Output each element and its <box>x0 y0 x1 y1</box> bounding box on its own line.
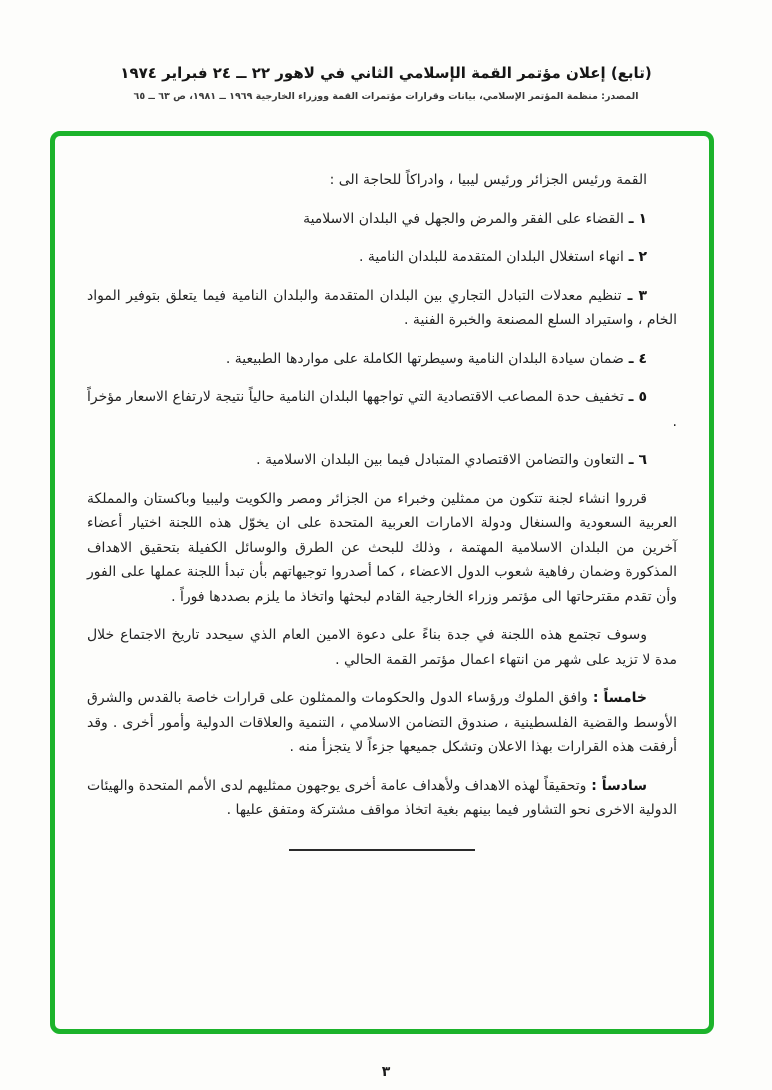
paragraph-item-2 <box>87 245 677 270</box>
paragraph-text: القضاء على الفقر والمرض والجهل في البلدان الاسلامية <box>303 210 624 227</box>
paragraph-number: ١ ـ <box>623 210 647 227</box>
paragraph-committee <box>87 487 677 610</box>
paragraph-text: تنظيم معدلات التبادل التجاري بين البلدان المتقدمة والبلدان النامية فيما يتعلق بتوفير المواد الخام ، واستيراد السلع المصنعة والخبرة الفنية . <box>87 287 677 328</box>
paragraph-text: قرروا انشاء لجنة تتكون من ممثلين وخبراء من الجزائر ومصر والكويت وليبيا وباكستان والمملكة العربية السعودية والسنغال ودولة الامارات العربية المتحدة على ان يخوّل هذه اللجنة اختيار أعضاء آخرين من البلدان الاسلامية المهتمة ، وذلك للبحث عن الطرق والوسائل الكفيلة بتحقيق الاهداف المذكورة وضمان رفاهية شعوب الدول الاعضاء ، كما أصدروا توجيهاتهم بأن تبدأ اللجنة عملها على الفور وأن تقدم مقترحاتها الى مؤتمر وزراء الخارجية القادم لبحثها واتخاذ ما يلزم بصددها فوراً . <box>87 490 677 605</box>
document-header <box>0 64 772 102</box>
paragraph-text: القمة ورئيس الجزائر ورئيس ليبيا ، وادراكاً للحاجة الى : <box>329 172 647 188</box>
document-title: (تابع) إعلان مؤتمر القمة الإسلامي الثاني في لاهور ٢٢ ــ ٢٤ فبراير ١٩٧٤ <box>120 64 652 82</box>
page-number: ٣ <box>381 1064 391 1080</box>
paragraph-text: وتحقيقاً لهذه الاهداف ولأهداف عامة أخرى يوجهون ممثليهم لدى الأمم المتحدة والهيئات الدولية الاخرى نحو التشاور فيما بينهم بغية اتخاذ مواقف مشتركة ومتفق عليها . <box>87 777 677 818</box>
paragraph-number: ٢ ـ <box>623 249 647 265</box>
source-line: المصدر: منظمة المؤتمر الإسلامي، بيانات وقرارات مؤتمرات القمة ووزراء الخارجية ١٩٦٩ ــ ١٩٨١، ص ٦٣ ــ ٦٥ <box>133 91 639 102</box>
document-body <box>87 168 677 851</box>
paragraph-text: التعاون والتضامن الاقتصادي المتبادل فيما بين البلدان الاسلامية . <box>256 452 624 468</box>
green-highlight-frame <box>50 131 714 1034</box>
paragraph-fifth <box>87 686 677 760</box>
paragraph-label: سادساً : <box>586 777 647 794</box>
paragraph-text: وافق الملوك ورؤساء الدول والحكومات والممثلون على قرارات خاصة بالقدس والشرق الأوسط والقضية الفلسطينية ، صندوق التضامن الاسلامي ، التنمية والعلاقات الدولية وأمور أخرى . وقد أرفقت هذه القرارات بهذا الاعلان وتشكل جميعها جزءاً لا يتجزأ منه . <box>87 690 677 755</box>
paragraph-number: ٦ ـ <box>623 452 647 468</box>
paragraph-item-3 <box>87 284 677 333</box>
paragraph-number: ٣ ـ <box>621 287 647 304</box>
paragraph-item-5 <box>87 385 677 434</box>
paragraph-item-6 <box>87 448 677 473</box>
paragraph-label: خامساً : <box>587 690 647 706</box>
paragraph-number: ٤ ـ <box>623 350 647 367</box>
paragraph-meeting <box>87 623 677 672</box>
section-divider <box>289 849 475 851</box>
paragraph-number: ٥ ـ <box>623 389 647 405</box>
paragraph-text: تخفيف حدة المصاعب الاقتصادية التي تواجهها البلدان النامية حالياً نتيجة لارتفاع الاسعار مؤخراً . <box>87 389 677 430</box>
paragraph-intro <box>87 168 677 193</box>
paragraph-item-4 <box>87 347 677 372</box>
paragraph-text: وسوف تجتمع هذه اللجنة في جدة بناءً على دعوة الامين العام الذي سيحدد تاريخ الاجتماع خلال مدة لا تزيد على شهر من انتهاء اعمال مؤتمر القمة الحالي . <box>87 627 677 668</box>
paragraph-text: ضمان سيادة البلدان النامية وسيطرتها الكاملة على مواردها الطبيعية . <box>225 350 624 367</box>
paragraph-item-1 <box>87 207 677 232</box>
paragraph-sixth <box>87 774 677 823</box>
paragraph-text: انهاء استغلال البلدان المتقدمة للبلدان النامية . <box>358 249 624 265</box>
